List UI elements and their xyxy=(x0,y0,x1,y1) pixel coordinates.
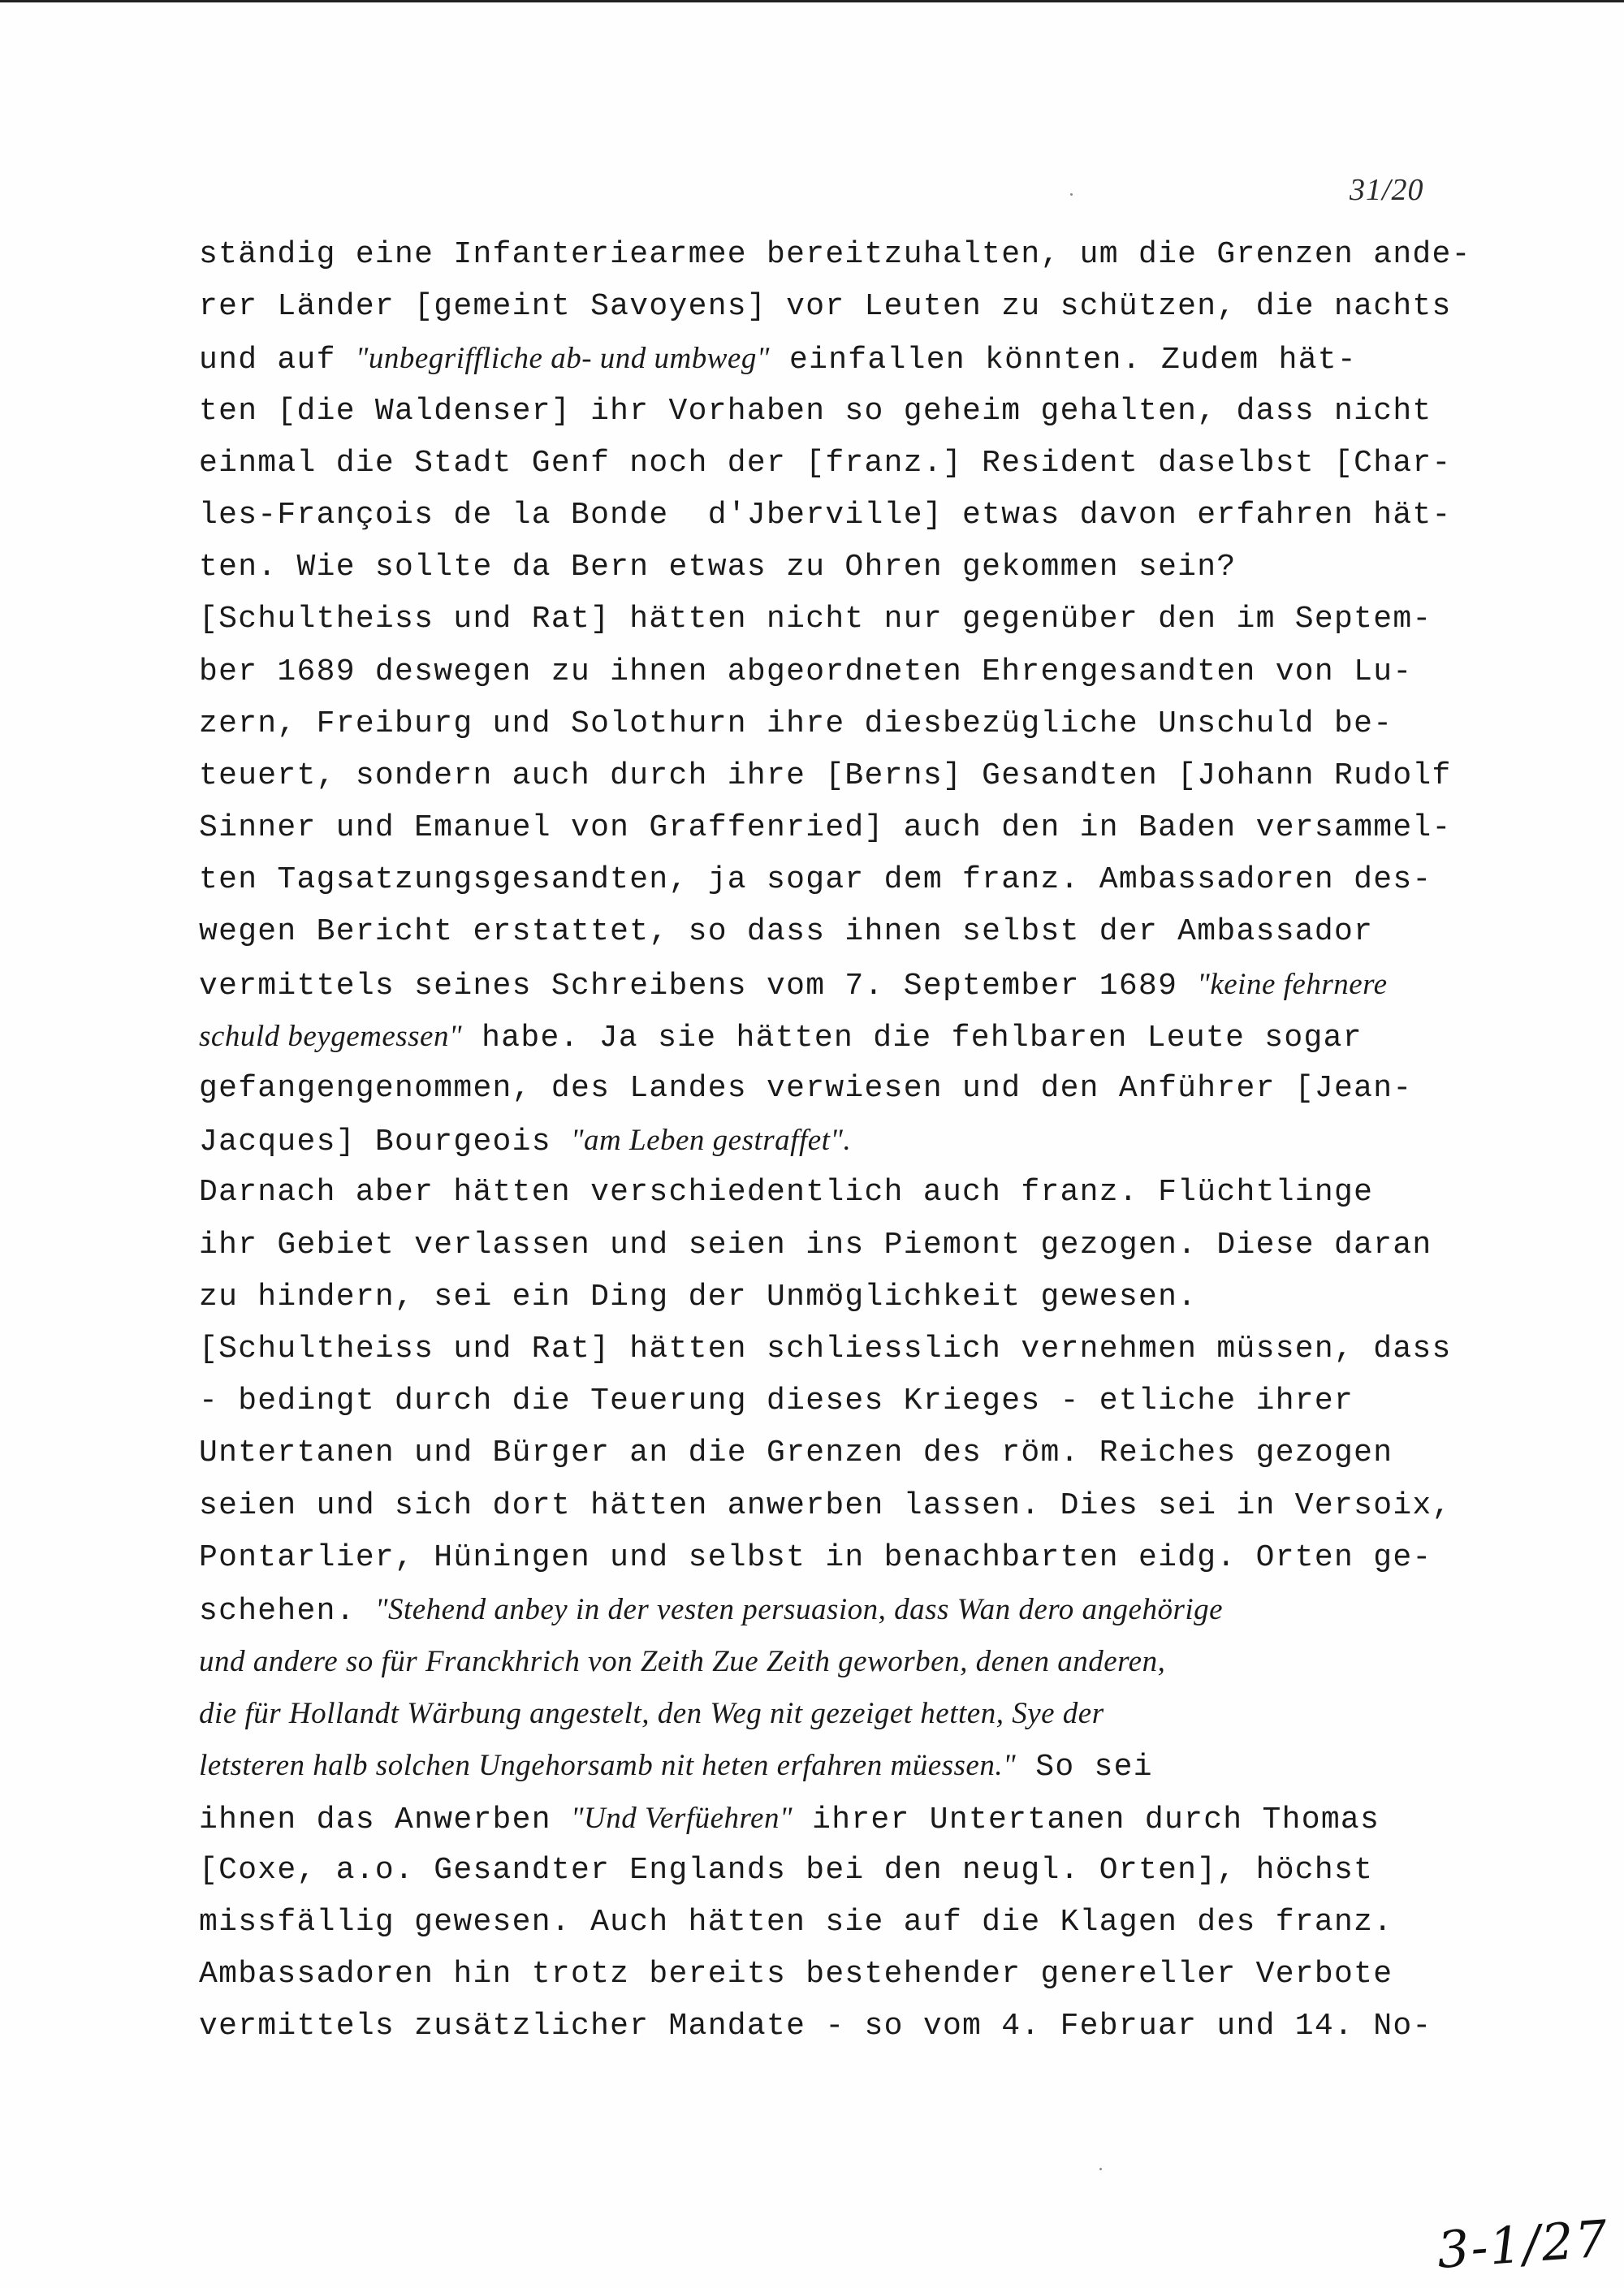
scan-speck xyxy=(1070,193,1073,196)
text-line xyxy=(199,698,1547,750)
text-line xyxy=(199,438,1547,490)
text-line xyxy=(199,490,1547,542)
scan-top-edge xyxy=(0,0,1624,2)
text-line xyxy=(199,1845,1547,1897)
text-segment: vermittels zusätzlicher Mandate - so vom 4. Februar und 14. No- xyxy=(199,2009,1432,2044)
text-segment: einfallen könnten. Zudem hät- xyxy=(769,343,1358,378)
quoted-source-text: und andere so für Franckhrich von Zeith Zue Zeith geworben, denen anderen, xyxy=(199,1645,1166,1679)
text-segment: Sinner und Emanuel von Graffenried] auch den in Baden versammel- xyxy=(199,810,1452,846)
text-line xyxy=(199,959,1547,1011)
text-line xyxy=(199,1220,1547,1271)
text-segment: [Schultheiss und Rat] hätten nicht nur gegenüber den im Septem- xyxy=(199,602,1432,637)
text-segment: seien und sich dort hätten anwerben lassen. Dies sei in Versoix, xyxy=(199,1487,1452,1523)
text-line xyxy=(199,854,1547,906)
text-segment: vermittels seines Schreibens vom 7. September 1689 xyxy=(199,968,1198,1004)
text-segment: zu hindern, sei ein Ding der Unmöglichkeit gewesen. xyxy=(199,1279,1198,1315)
text-segment: So sei xyxy=(1016,1750,1153,1785)
text-segment: teuert, sondern auch durch ihre [Berns] Gesandten [Johann Rudolf xyxy=(199,758,1452,793)
text-line xyxy=(199,1949,1547,2001)
quoted-source-text: die für Hollandt Wärbung angestelt, den Weg nit gezeiget hetten, Sye der xyxy=(199,1697,1104,1731)
text-line xyxy=(199,1115,1547,1167)
text-line xyxy=(199,542,1547,594)
text-segment: zern, Freiburg und Solothurn ihre diesbezügliche Unschuld be- xyxy=(199,706,1393,741)
text-line xyxy=(199,1480,1547,1532)
text-segment: einmal die Stadt Genf noch der [franz.] Resident daselbst [Char- xyxy=(199,445,1452,481)
text-line xyxy=(199,594,1547,645)
quoted-source-text: "keine fehrnere xyxy=(1197,967,1388,1001)
text-segment: gefangengenommen, des Landes verwiesen und den Anführer [Jean- xyxy=(199,1071,1413,1106)
text-line xyxy=(199,1688,1547,1740)
text-segment: les-François de la Bonde d'Jberville] etwas davon erfahren hät- xyxy=(199,497,1452,533)
text-segment: ständig eine Infanteriearmee bereitzuhalten, um die Grenzen ande- xyxy=(199,237,1471,272)
text-segment: missfällig gewesen. Auch hätten sie auf die Klagen des franz. xyxy=(199,1905,1393,1940)
text-segment: Untertanen und Bürger an die Grenzen des röm. Reiches gezogen xyxy=(199,1435,1393,1471)
text-line xyxy=(199,386,1547,438)
text-line xyxy=(199,646,1547,698)
text-line xyxy=(199,906,1547,958)
text-line xyxy=(199,2001,1547,2053)
text-line xyxy=(199,1063,1547,1115)
body-text xyxy=(199,229,1547,2053)
text-segment: - bedingt durch die Teuerung dieses Krieges - etliche ihrer xyxy=(199,1384,1354,1419)
text-segment: Ambassadoren hin trotz bereits bestehender genereller Verbote xyxy=(199,1957,1393,1992)
text-line xyxy=(199,1584,1547,1636)
text-segment: Jacques] Bourgeois xyxy=(199,1125,571,1160)
text-line xyxy=(199,1636,1547,1688)
text-segment: habe. Ja sie hätten die fehlbaren Leute sogar xyxy=(462,1020,1363,1056)
text-line xyxy=(199,1323,1547,1375)
text-line xyxy=(199,802,1547,854)
quoted-source-text: "Stehend anbey in der vesten persuasion, dass Wan dero angehörige xyxy=(374,1592,1224,1626)
text-segment: ten Tagsatzungsgesandten, ja sogar dem franz. Ambassadoren des- xyxy=(199,862,1432,898)
text-line xyxy=(199,1375,1547,1427)
text-segment: ber 1689 deswegen zu ihnen abgeordneten Ehrengesandten von Lu- xyxy=(199,654,1413,689)
quoted-source-text: "unbegriffliche ab- und umbweg" xyxy=(355,342,770,376)
text-segment: ten [die Waldenser] ihr Vorhaben so geheim gehalten, dass nicht xyxy=(199,393,1432,429)
text-line xyxy=(199,1271,1547,1323)
text-line xyxy=(199,1793,1547,1845)
text-segment: [Coxe, a.o. Gesandter Englands bei den neugl. Orten], höchst xyxy=(199,1852,1374,1888)
text-segment: Pontarlier, Hüningen und selbst in benachbarten eidg. Orten ge- xyxy=(199,1539,1432,1575)
text-segment: ten. Wie sollte da Bern etwas zu Ohren gekommen sein? xyxy=(199,550,1237,585)
handwritten-archive-number: 3-1/27 xyxy=(1435,2208,1611,2280)
text-line xyxy=(199,281,1547,333)
text-segment: ihnen das Anwerben xyxy=(199,1802,571,1837)
text-line xyxy=(199,333,1547,385)
text-segment: wegen Bericht erstattet, so dass ihnen selbst der Ambassador xyxy=(199,914,1374,950)
text-segment: ihr Gebiet verlassen und seien ins Piemont gezogen. Diese daran xyxy=(199,1227,1432,1263)
text-line xyxy=(199,1011,1547,1063)
text-line xyxy=(199,1532,1547,1584)
text-segment: schehen. xyxy=(199,1593,375,1629)
text-segment: und auf xyxy=(199,343,356,378)
text-segment: Darnach aber hätten verschiedentlich auch franz. Flüchtlinge xyxy=(199,1175,1374,1211)
quoted-source-text: letsteren halb solchen Ungehorsamb nit heten erfahren müessen." xyxy=(199,1749,1017,1783)
text-line xyxy=(199,1897,1547,1949)
text-segment: rer Länder [gemeint Savoyens] vor Leuten zu schützen, die nachts xyxy=(199,289,1452,325)
quoted-source-text: "am Leben gestraffet". xyxy=(570,1124,852,1158)
page-number: 31/20 xyxy=(1350,173,1424,207)
quoted-source-text: schuld beygemessen" xyxy=(199,1019,463,1053)
text-line xyxy=(199,1740,1547,1792)
text-line xyxy=(199,229,1547,281)
quoted-source-text: "Und Verfüehren" xyxy=(570,1801,793,1835)
scan-speck xyxy=(1099,2168,1102,2170)
text-segment: ihrer Untertanen durch Thomas xyxy=(793,1802,1380,1837)
text-line xyxy=(199,1427,1547,1479)
text-line xyxy=(199,1167,1547,1219)
text-segment: [Schultheiss und Rat] hätten schliesslich vernehmen müssen, dass xyxy=(199,1331,1452,1366)
text-line xyxy=(199,750,1547,802)
